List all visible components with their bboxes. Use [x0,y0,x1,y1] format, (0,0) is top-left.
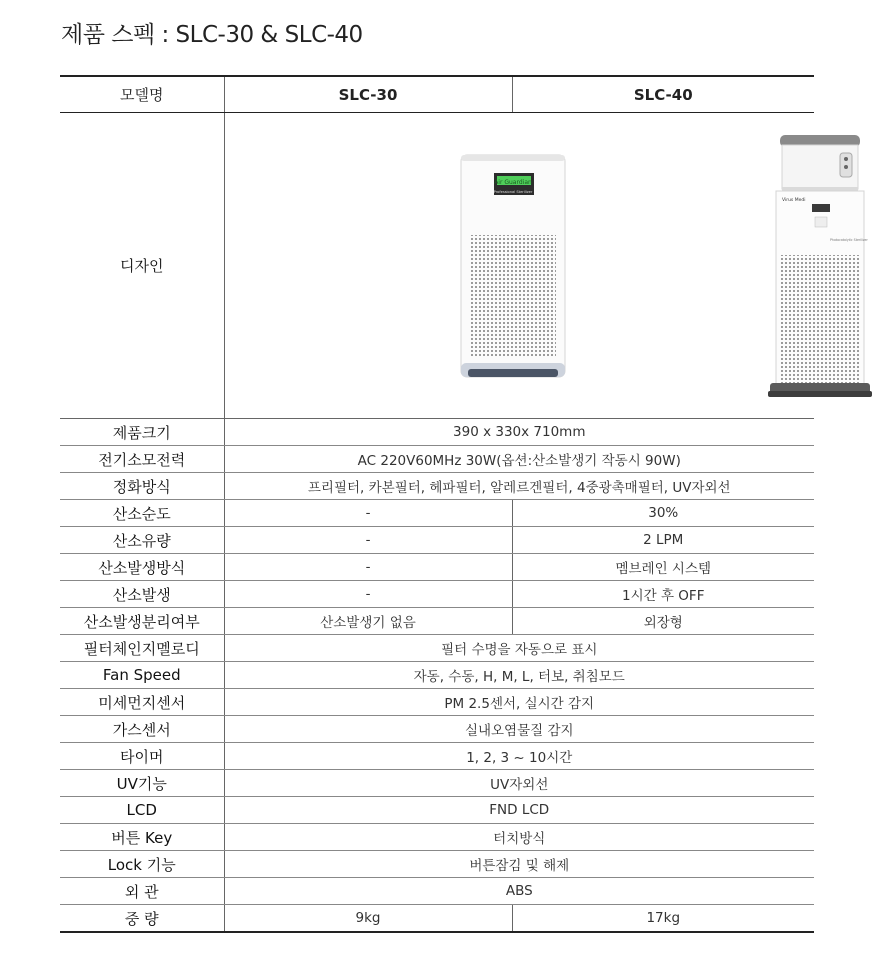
spec-value-slc30: 9kg [224,905,512,933]
spec-label: 산소발생분리여부 [60,608,224,635]
spec-row [60,905,814,933]
spec-row [60,716,814,743]
spec-value-slc30: - [224,527,512,554]
spec-label: 미세먼지센서 [60,689,224,716]
spec-label: 타이머 [60,743,224,770]
spec-value-slc40: 2 LPM [512,527,814,554]
spec-row [60,824,814,851]
design-row [60,113,814,419]
slc30-product-image [458,153,568,383]
spec-row [60,419,814,446]
spec-value: 1, 2, 3 ~ 10시간 [224,743,814,770]
spec-value: 버튼잠김 및 해제 [224,851,814,878]
slc30-brand-text: Air Guardian [493,179,532,186]
spec-value-slc30: - [224,554,512,581]
spec-value: PM 2.5센서, 실시간 감지 [224,689,814,716]
spec-value-slc40: 외장형 [512,608,814,635]
spec-label: 산소발생 [60,581,224,608]
spec-label: 외 관 [60,878,224,905]
spec-value: 자동, 수동, H, M, L, 터보, 취침모드 [224,662,814,689]
spec-row [60,608,814,635]
spec-label: 전기소모전력 [60,446,224,473]
spec-label: 산소발생방식 [60,554,224,581]
model-a-header: SLC-30 [224,76,512,113]
spec-value-slc40: 17kg [512,905,814,933]
design-images [224,113,868,419]
spec-row [60,662,814,689]
spec-row [60,851,814,878]
model-label-header: 모델명 [60,76,224,113]
spec-value-slc30: 산소발생기 없음 [224,608,512,635]
spec-row [60,527,814,554]
spec-value-slc30: - [224,500,512,527]
spec-label: Fan Speed [60,662,224,689]
spec-value: UV자외선 [224,770,814,797]
spec-label: 산소순도 [60,500,224,527]
spec-row [60,554,814,581]
spec-value: 필터 수명을 자동으로 표시 [224,635,814,662]
slc40-sub-text: Photocatalytic Sterilizer [829,238,868,242]
model-b-header: SLC-40 [512,76,814,113]
spec-label: 버튼 Key [60,824,224,851]
spec-value-slc40: 멤브레인 시스템 [512,554,814,581]
slc40-brand-text: Virus Medi [781,198,805,203]
spec-label: 필터체인지멜로디 [60,635,224,662]
spec-value-slc40: 1시간 후 OFF [512,581,814,608]
spec-value: 터치방식 [224,824,814,851]
spec-row [60,770,814,797]
spec-label: 정화방식 [60,473,224,500]
spec-value-slc30: - [224,581,512,608]
spec-row [60,878,814,905]
table-header-row [60,76,814,113]
spec-table [60,75,868,933]
spec-label: UV기능 [60,770,224,797]
spec-label: 산소유량 [60,527,224,554]
spec-row [60,797,814,824]
spec-label: 가스센서 [60,716,224,743]
spec-value: ABS [224,878,814,905]
spec-label: Lock 기능 [60,851,224,878]
spec-row [60,581,814,608]
slc30-sub-text: Professional Sterilizer [493,190,532,194]
slc40-product-image [760,133,880,398]
spec-row [60,500,814,527]
spec-label: 제품크기 [60,419,224,446]
spec-label: 중 량 [60,905,224,933]
spec-value: 실내오염물질 감지 [224,716,814,743]
spec-value: 390 x 330x 710mm [224,419,814,446]
spec-row [60,635,814,662]
spec-value: 프리필터, 카본필터, 헤파필터, 알레르겐필터, 4중광촉매필터, UV자외선 [224,473,814,500]
page-title: 제품 스펙 : SLC-30 & SLC-40 [61,22,363,48]
spec-value: FND LCD [224,797,814,824]
spec-row [60,689,814,716]
spec-value: AC 220V60MHz 30W(옵션:산소발생기 작동시 90W) [224,446,814,473]
spec-row [60,446,814,473]
spec-value-slc40: 30% [512,500,814,527]
spec-row [60,743,814,770]
design-label: 디자인 [60,113,224,419]
spec-label: LCD [60,797,224,824]
spec-row [60,473,814,500]
